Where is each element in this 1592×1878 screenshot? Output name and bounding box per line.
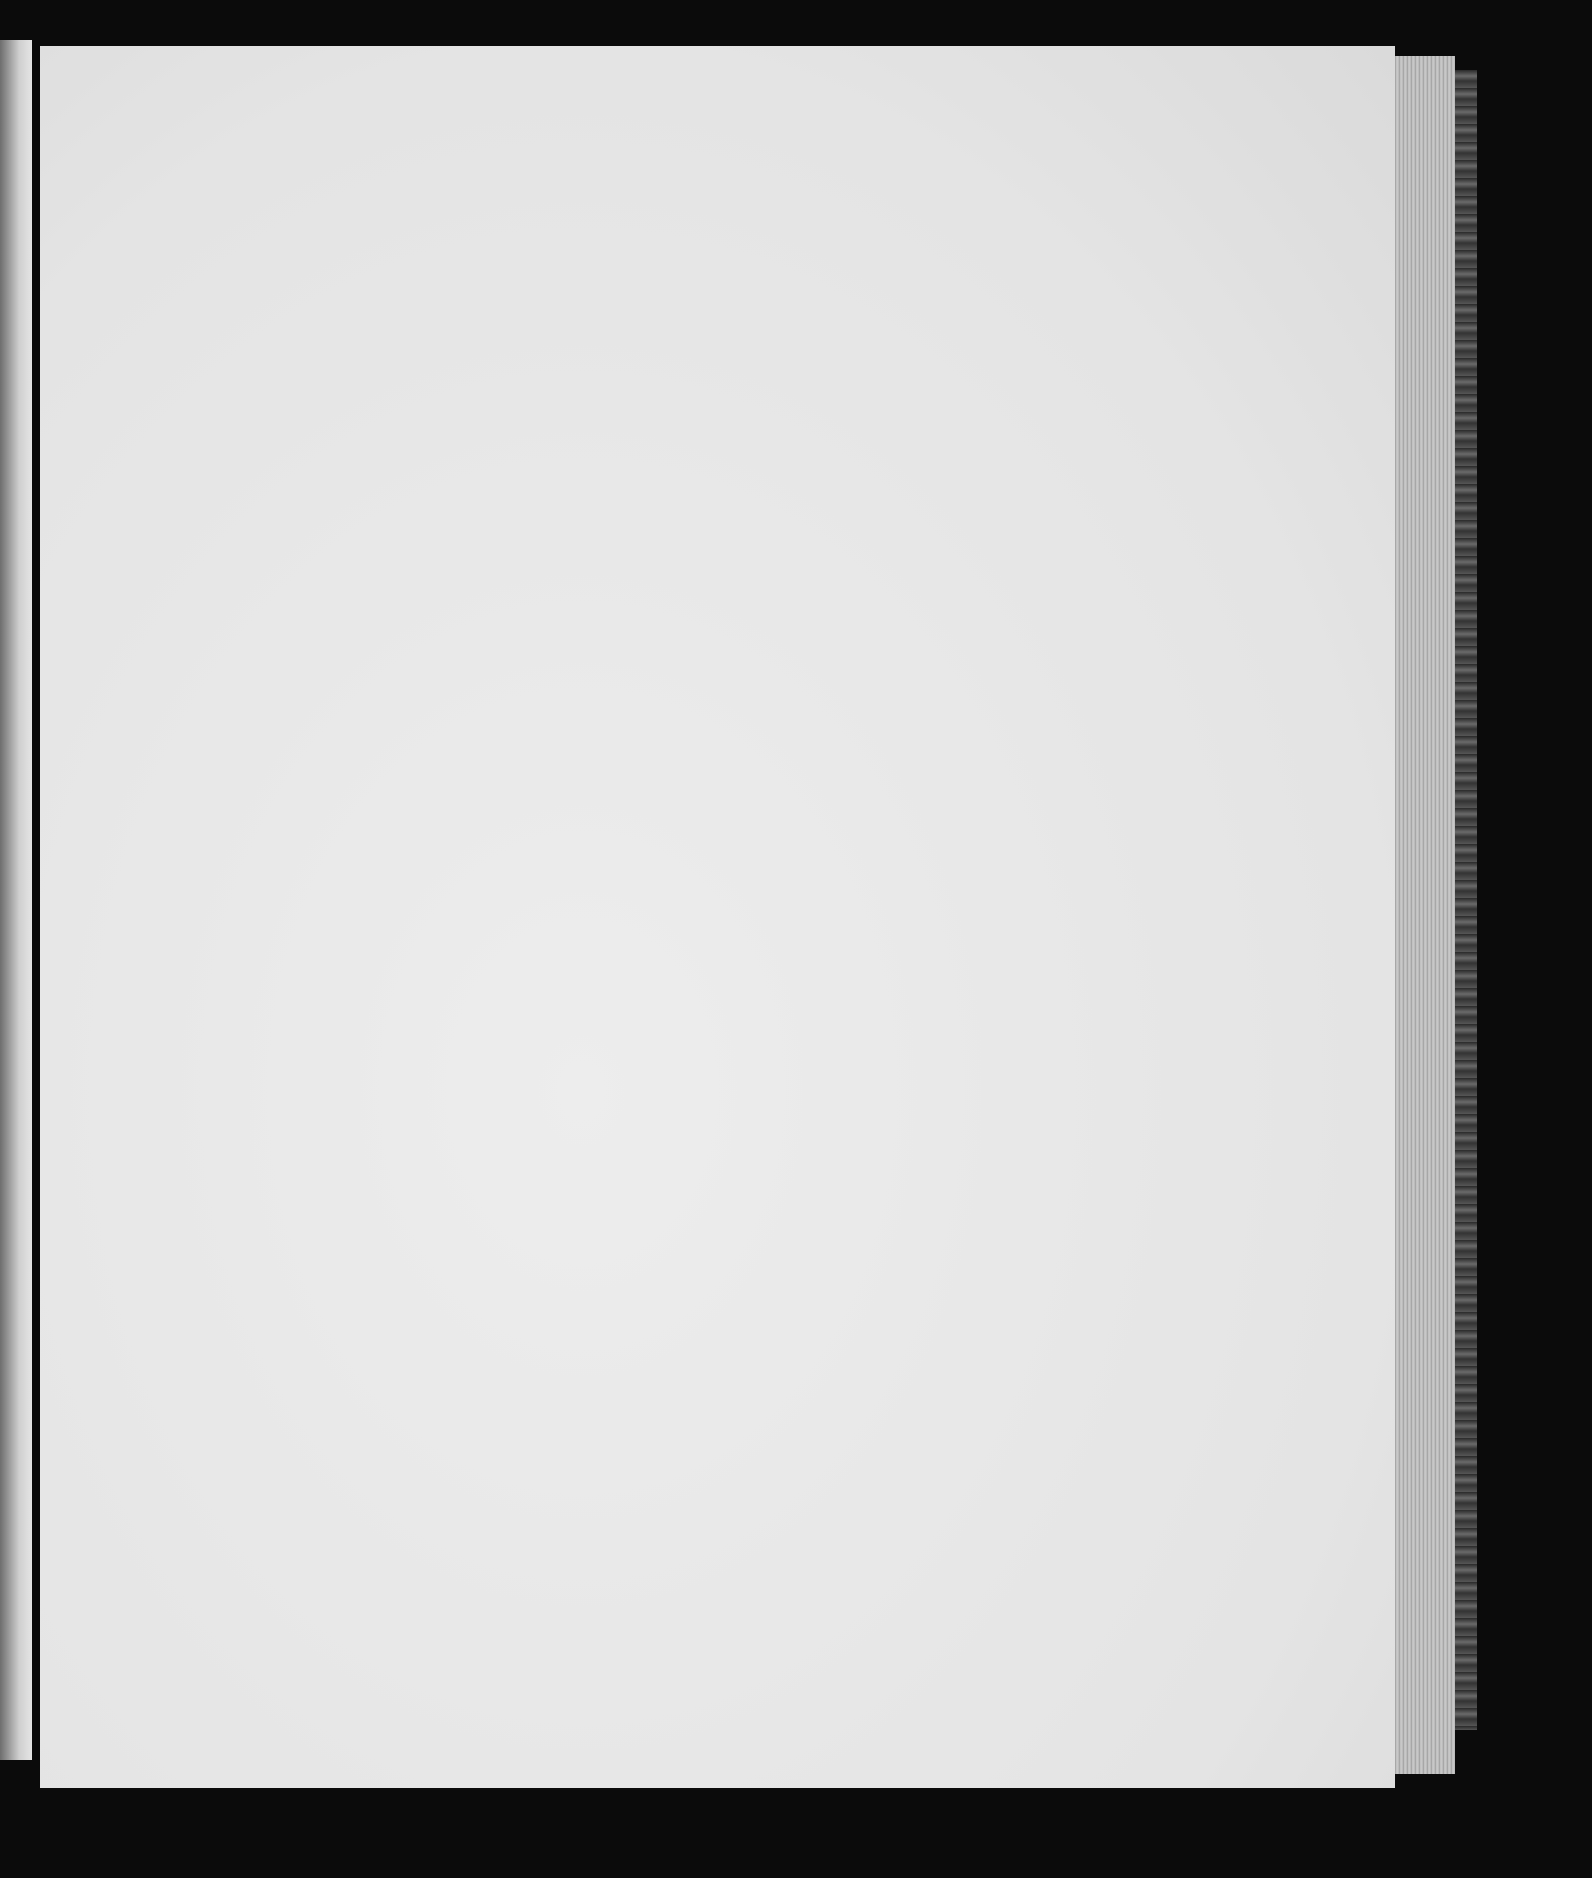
page-sheet [40,46,1395,1788]
book-spine [1455,70,1477,1730]
page-block-edge [1395,56,1455,1774]
facing-page-edge [0,40,32,1760]
